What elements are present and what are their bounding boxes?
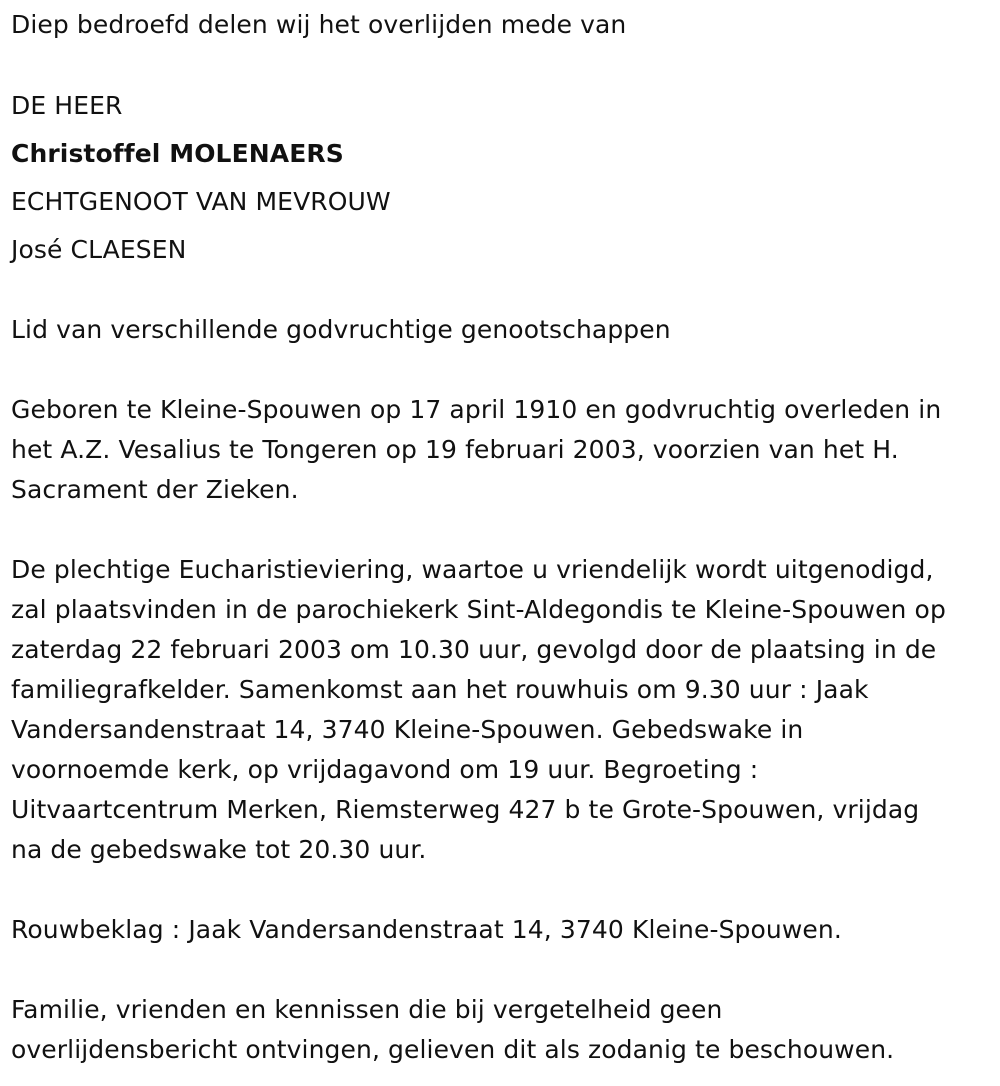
spouse-name: José CLAESEN bbox=[11, 235, 187, 264]
deceased-name: Christoffel MOLENAERS bbox=[11, 139, 344, 168]
intro-text: Diep bedroefd delen wij het overlijden mede van bbox=[11, 10, 627, 39]
deceased-title: DE HEER bbox=[11, 91, 123, 120]
spouse-label: ECHTGENOOT VAN MEVROUW bbox=[11, 187, 391, 216]
ceremony-line: Vandersandenstraat 14, 3740 Kleine-Spouwen. Gebedswake in bbox=[11, 715, 804, 744]
membership-text: Lid van verschillende godvruchtige genootschappen bbox=[11, 315, 671, 344]
birth-line: het A.Z. Vesalius te Tongeren op 19 februari 2003, voorzien van het H. bbox=[11, 435, 899, 464]
ceremony-line: voornoemde kerk, op vrijdagavond om 19 uur. Begroeting : bbox=[11, 755, 759, 784]
closing-line: overlijdensbericht ontvingen, gelieven dit als zodanig te beschouwen. bbox=[11, 1035, 895, 1064]
ceremony-line: De plechtige Eucharistieviering, waartoe u vriendelijk wordt uitgenodigd, bbox=[11, 555, 934, 584]
closing-line: Familie, vrienden en kennissen die bij vergetelheid geen bbox=[11, 995, 723, 1024]
ceremony-line: zaterdag 22 februari 2003 om 10.30 uur, gevolgd door de plaatsing in de bbox=[11, 635, 937, 664]
ceremony-line: Uitvaartcentrum Merken, Riemsterweg 427 b te Grote-Spouwen, vrijdag bbox=[11, 795, 920, 824]
condolence-address: Rouwbeklag : Jaak Vandersandenstraat 14, 3740 Kleine-Spouwen. bbox=[11, 915, 842, 944]
ceremony-line: zal plaatsvinden in de parochiekerk Sint-Aldegondis te Kleine-Spouwen op bbox=[11, 595, 946, 624]
ceremony-line: familiegrafkelder. Samenkomst aan het rouwhuis om 9.30 uur : Jaak bbox=[11, 675, 869, 704]
birth-line: Sacrament der Zieken. bbox=[11, 475, 299, 504]
birth-line: Geboren te Kleine-Spouwen op 17 april 1910 en godvruchtig overleden in bbox=[11, 395, 942, 424]
ceremony-line: na de gebedswake tot 20.30 uur. bbox=[11, 835, 427, 864]
